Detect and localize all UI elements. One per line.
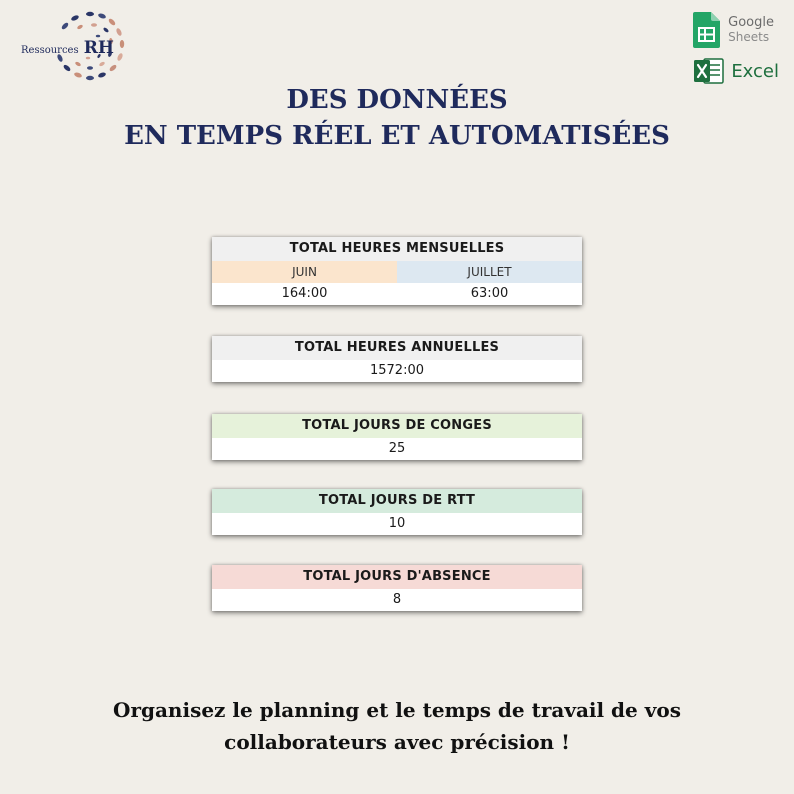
conges-value: 25 (388, 441, 406, 456)
annual-hours-header: TOTAL HEURES ANNUELLES (212, 336, 582, 360)
sheets-label: Sheets (728, 30, 770, 44)
excel-label: Excel (731, 60, 779, 82)
july-hours-value: 63:00 (470, 286, 509, 301)
absence-value: 8 (392, 592, 402, 607)
conges-header: TOTAL JOURS DE CONGES (212, 414, 582, 438)
excel-badge (694, 57, 779, 85)
month-june-label: JUIN (212, 261, 397, 283)
page-title (0, 82, 794, 154)
title-line-1: DES DONNÉES (286, 85, 508, 115)
monthly-hours-card (212, 237, 582, 305)
rtt-card (212, 489, 582, 535)
ressources-rh-logo (18, 8, 128, 88)
logo-big-text: RH (83, 38, 114, 58)
google-label: Google (728, 15, 774, 30)
monthly-hours-header: TOTAL HEURES MENSUELLES (212, 237, 582, 261)
footer-line-1: Organisez le planning et le temps de travail de vos (113, 698, 681, 722)
logo-text (21, 38, 114, 58)
absence-card (212, 565, 582, 611)
logo-small-text: Ressources (21, 45, 79, 56)
excel-icon (694, 57, 724, 85)
footer-tagline (0, 694, 794, 758)
conges-card (212, 414, 582, 460)
google-sheets-icon (693, 12, 720, 48)
month-july-label: JUILLET (397, 261, 582, 283)
rtt-value: 10 (388, 516, 406, 531)
title-line-2: EN TEMPS RÉEL ET AUTOMATISÉES (124, 121, 670, 151)
google-sheets-badge (693, 12, 774, 48)
june-hours-value: 164:00 (281, 286, 328, 301)
absence-header: TOTAL JOURS D'ABSENCE (212, 565, 582, 589)
annual-hours-value: 1572:00 (369, 363, 424, 378)
rtt-header: TOTAL JOURS DE RTT (212, 489, 582, 513)
annual-hours-card (212, 336, 582, 382)
footer-line-2: collaborateurs avec précision ! (224, 730, 570, 754)
